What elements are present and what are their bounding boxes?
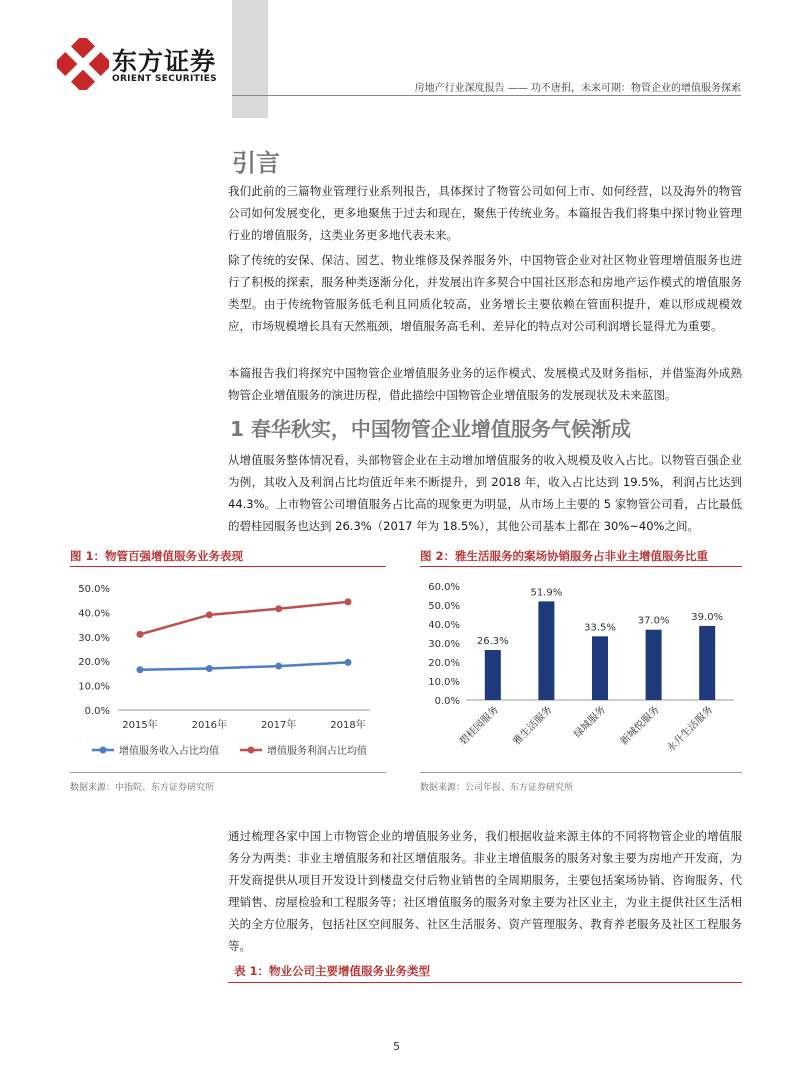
figure-1-top-rule [70,566,386,567]
x-tick-label: 新城悦服务 [618,704,662,748]
x-tick-label: 2016年 [191,720,228,731]
y-tick-label: 0.0% [84,706,110,717]
figure-1-source: 数据来源：中指院、东方证券研究所 [70,783,215,793]
header-divider [232,95,741,96]
bar-5 [699,626,715,700]
x-tick-label: 2015年 [122,720,158,731]
y-tick-label: 50.0% [428,601,460,612]
figure-1-title: 图 1：物管百强增值服务业务表现 [70,549,244,563]
table-1-top-rule [228,982,742,983]
x-tick-label: 碧桂园服务 [457,704,501,748]
section-1-heading: 1 春华秋实，中国物管企业增值服务气候渐成 [230,417,631,441]
y-tick-label: 30.0% [428,639,460,650]
running-title: 房地产行业深度报告 —— 功不唐捐，未来可期：物管企业的增值服务探索 [414,83,741,94]
figure-2-bar-chart [420,570,742,770]
bar-value-label: 37.0% [637,615,670,627]
series-2-point [206,611,213,618]
series-1-point [275,663,282,670]
legend-marker-1 [100,747,107,754]
bar-value-label: 39.0% [691,611,724,623]
legend-marker-2 [248,747,255,754]
x-tick-label: 永升生活服务 [665,704,716,755]
bar-2 [538,601,554,700]
table-1-title: 表 1：物业公司主要增值服务业务类型 [234,964,431,978]
section-1-paragraph-2: 通过梳理各家中国上市物管企业的增值服务业务，我们根据收益来源主体的不同将物管企业的增值服务分为两类：非业主增值服务和社区增值服务。非业主增值服务的服务对象主要为房地产开发商，为开发商提供从项目开发设计到楼盘交付后物业销售的全周期服务，主要包括案场协销、咨询服务、代理销售、房屋检验和工程服务等；社区增值服务的服务对象主要为社区业主，为业主提供社区生活相关的全方位服务，包括社区空间服务、社区生活服务、资产管理服务、教育养老服务及社区工程服务等。 [228,829,742,953]
intro-paragraph-1: 我们此前的三篇物业管理行业系列报告，具体探讨了物管公司如何上市、如何经营，以及海外的物管公司如何发展变化，更多地聚焦于过去和现在，聚焦于传统业务。本篇报告我们将集中探讨物业管理行业的增值服务，这类业务更多地代表未来。 [228,184,742,242]
series-1-point [137,666,144,673]
intro-paragraph-2: 除了传统的安保、保洁、园艺、物业维修及保养服务外，中国物管企业对社区物业管理增值服务也进行了积极的探索，服务种类逐渐分化，并发展出许多契合中国社区形态和房地产运作模式的增值服务类型。由于传统物管服务低毛利且同质化较高，业务增长主要依赖在管面积提升，难以形成规模效应，市场规模增长具有天然瓶颈，增值服务高毛利、差异化的特点对公司利润增长显得尤为重要。 [228,253,742,333]
series-1-point [345,659,352,666]
header-grey-strip [232,0,268,118]
logo-text-cn: 东方证券 [112,47,217,76]
bar-value-label: 33.5% [584,622,616,634]
figure-2-source: 数据来源：公司年报、东方证券研究所 [420,783,574,793]
y-tick-label: 20.0% [78,657,110,669]
x-tick-label: 雅生活服务 [511,704,555,748]
intro-heading: 引言 [232,149,280,177]
figure-1-line-chart [70,570,386,770]
y-tick-label: 50.0% [78,584,110,595]
y-tick-label: 0.0% [434,696,460,707]
intro-paragraph-3: 本篇报告我们将探究中国物管企业增值服务业务的运作模式、发展模式及财务指标，并借鉴海外成熟物管企业增值服务的演进历程，借此描绘中国物管企业增值服务的发展现状及未来蓝图。 [228,366,742,402]
series-2-point [137,631,144,638]
figure-2-title: 图 2：雅生活服务的案场协销服务占非业主增值服务比重 [420,549,709,563]
series-line-1 [140,662,348,669]
orient-securities-logo-icon [57,38,109,90]
series-2-point [275,605,282,612]
bar-1 [485,650,501,700]
y-tick-label: 60.0% [428,582,460,593]
bar-3 [592,636,608,700]
page-number: 5 [393,1040,400,1053]
bar-value-label: 26.3% [476,636,509,648]
y-tick-label: 40.0% [78,608,110,620]
series-2-point [345,598,352,605]
figure-2-top-rule [420,566,742,567]
y-tick-label: 10.0% [78,681,110,693]
series-1-point [206,665,213,672]
x-tick-label: 2018年 [330,720,366,731]
section-1-paragraph-1: 从增值服务整体情况看，头部物管企业在主动增加增值服务的收入规模及收入占比。以物管百强企业为例，其收入及利润占比均值近年来不断提升，到 2018 年，收入占比达到 19.5%，利润占比达到 44.3%。上市物管公司增值服务占比高的现象更为明显，从市场上主要的 5 家物管公司看，占比最低的碧桂园服务也达到 26.3%（2017 年为 18.5%），其他公司基本上都在 30%~40%之间。 [228,453,742,533]
series-line-2 [140,602,348,634]
bar-value-label: 51.9% [530,587,563,599]
figure-2-bottom-rule [420,772,742,773]
legend-label-2: 增值服务利润占比均值 [267,746,367,757]
bar-4 [646,630,662,700]
y-tick-label: 40.0% [428,620,460,631]
x-tick-label: 绿城服务 [572,704,609,741]
y-tick-label: 30.0% [78,632,110,644]
x-tick-label: 2017年 [260,720,297,731]
logo-text-en: ORIENT SECURITIES [112,74,217,84]
figure-1-bottom-rule [70,772,386,773]
legend-label-1: 增值服务收入占比均值 [119,746,219,757]
y-tick-label: 10.0% [428,677,460,688]
y-tick-label: 20.0% [428,658,460,669]
